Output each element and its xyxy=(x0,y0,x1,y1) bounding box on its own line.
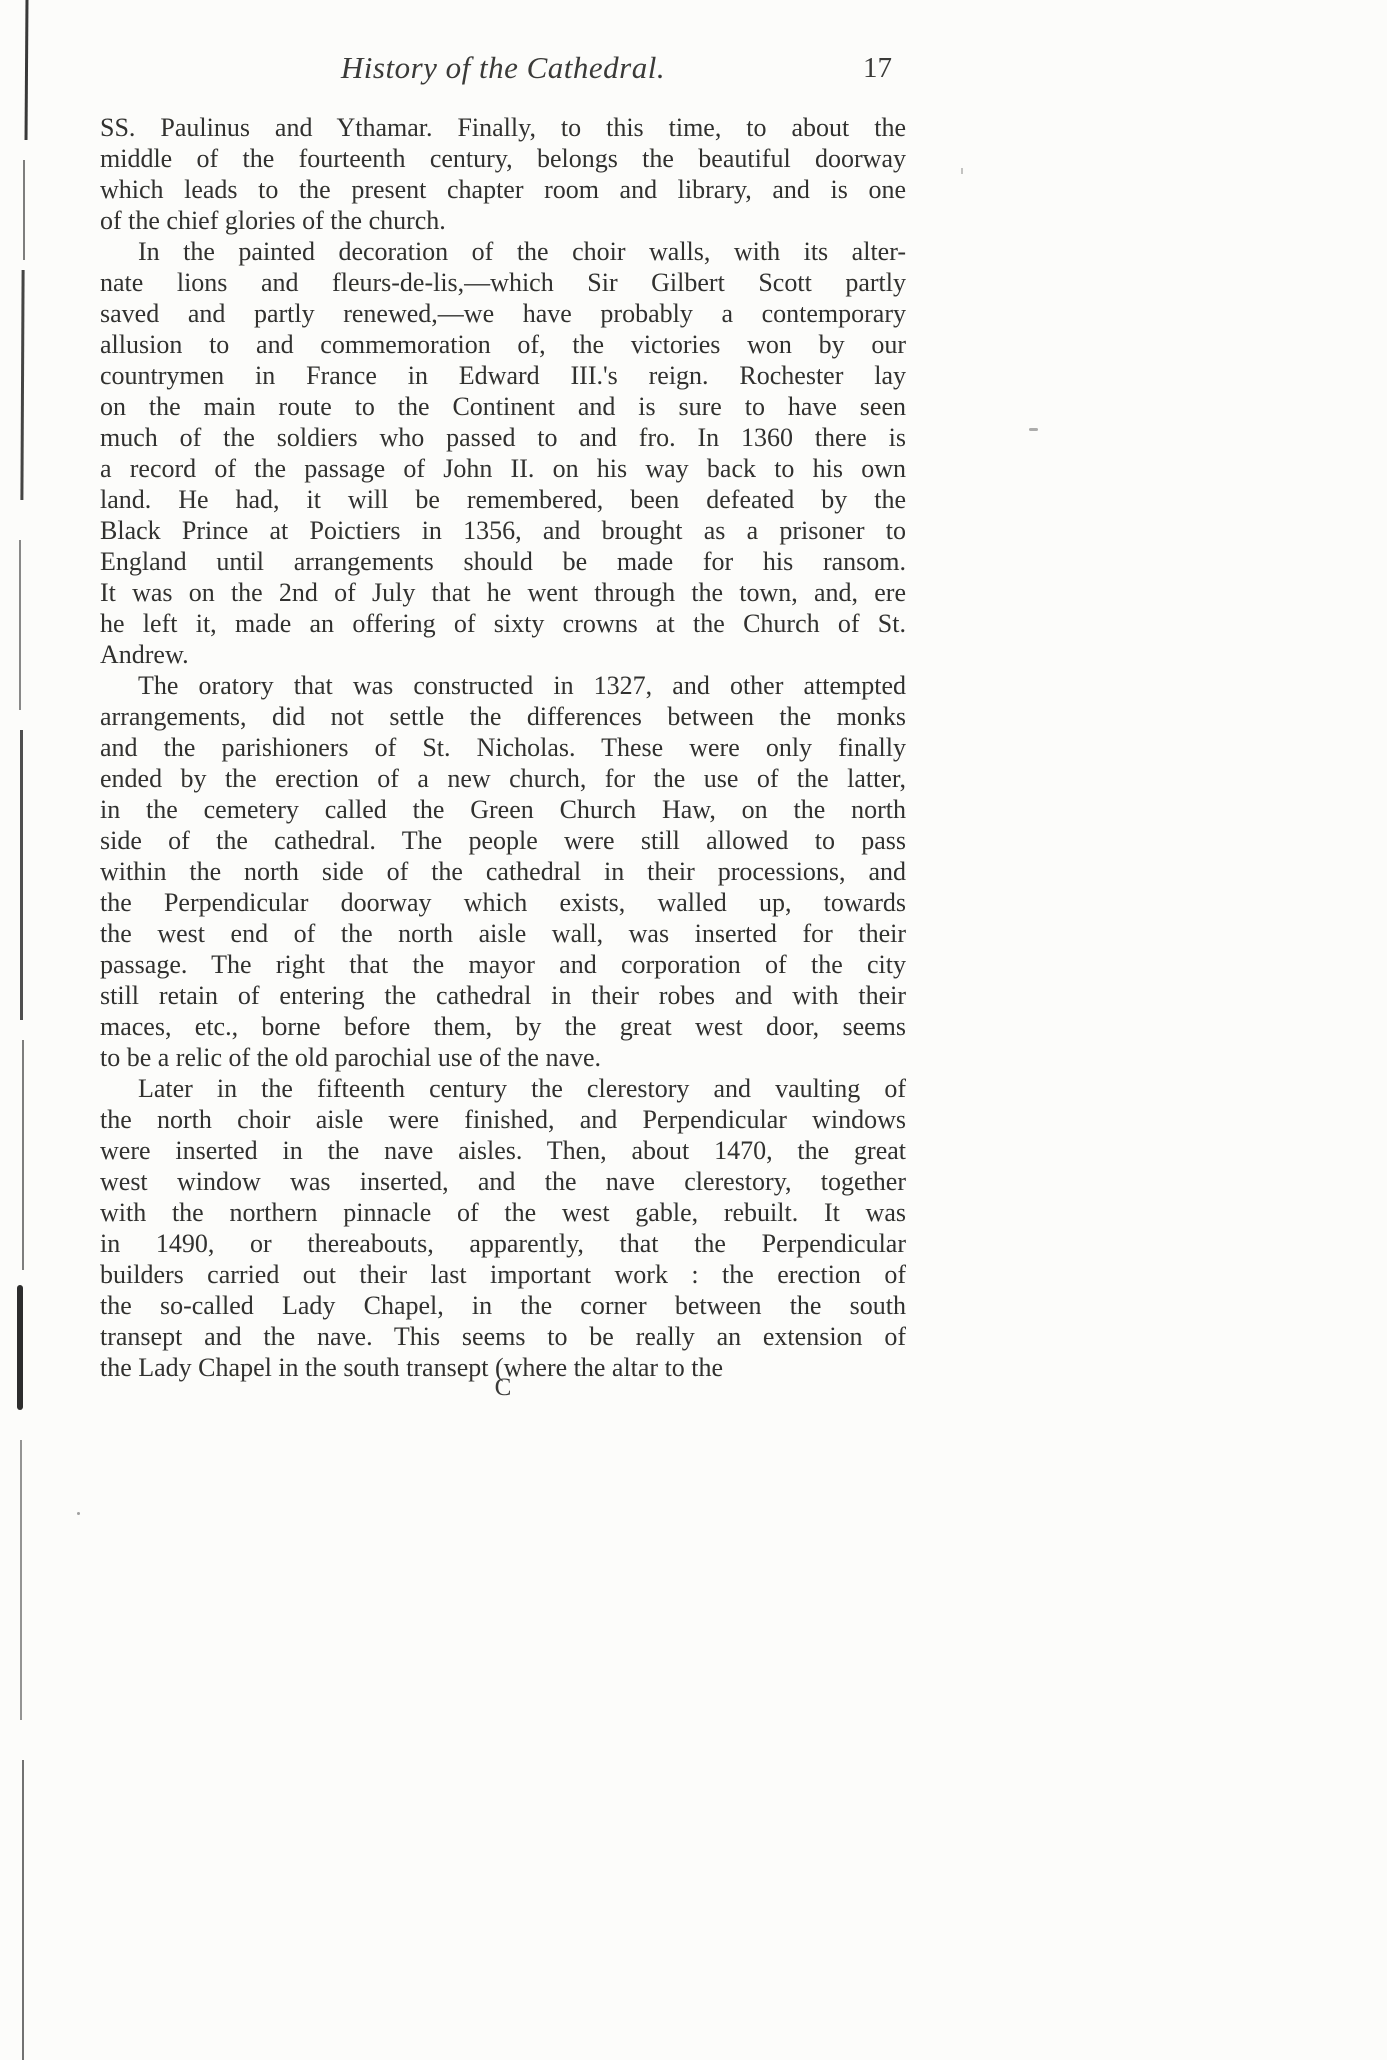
text-line: ended by the erection of a new church, for the use of the latter, xyxy=(100,764,906,793)
scan-artifact xyxy=(22,1040,24,1270)
text-line: maces, etc., borne before them, by the great west door, seems xyxy=(100,1012,906,1041)
text-line: a record of the passage of John II. on his way back to his own xyxy=(100,454,906,483)
text-line: in 1490, or thereabouts, apparently, that the Perpendicular xyxy=(100,1229,906,1258)
text-line: passage. The right that the mayor and corporation of the city xyxy=(100,950,906,979)
text-line: the so-called Lady Chapel, in the corner between the south xyxy=(100,1291,906,1320)
scan-artifact xyxy=(19,540,21,710)
text-line: he left it, made an offering of sixty crowns at the Church of St. xyxy=(100,609,906,638)
text-line: land. He had, it will be remembered, been defeated by the xyxy=(100,485,906,514)
text-line: the Perpendicular doorway which exists, walled up, towards xyxy=(100,888,906,917)
text-line: builders carried out their last important work : the erection of xyxy=(100,1260,906,1289)
scan-artifact xyxy=(20,1440,22,1720)
text-line: the west end of the north aisle wall, was inserted for their xyxy=(100,919,906,948)
text-line: with the northern pinnacle of the west gable, rebuilt. It was xyxy=(100,1198,906,1227)
paragraph xyxy=(100,670,906,1073)
page-body xyxy=(100,112,906,1383)
scan-artifact xyxy=(1029,428,1038,431)
scan-artifact xyxy=(23,160,25,260)
text-line: allusion to and commemoration of, the victories won by our xyxy=(100,330,906,359)
paragraph xyxy=(100,112,906,236)
scan-artifact xyxy=(25,0,29,140)
text-line: The oratory that was constructed in 1327, and other attempted xyxy=(138,671,906,700)
running-title: History of the Cathedral. xyxy=(340,50,666,85)
text-line: Black Prince at Poictiers in 1356, and brought as a prisoner to xyxy=(100,516,906,545)
text-line: and the parishioners of St. Nicholas. These were only finally xyxy=(100,733,906,762)
page-header xyxy=(100,50,906,94)
text-line: In the painted decoration of the choir walls, with its alter- xyxy=(138,237,906,266)
signature-mark: C xyxy=(494,1374,512,1401)
scan-artifact xyxy=(77,1512,80,1515)
text-line: SS. Paulinus and Ythamar. Finally, to this time, to about the xyxy=(100,113,906,142)
text-line: within the north side of the cathedral in their processions, and xyxy=(100,857,906,886)
text-line: to be a relic of the old parochial use of the nave. xyxy=(100,1043,602,1072)
text-line: arrangements, did not settle the differences between the monks xyxy=(100,702,906,731)
text-line: transept and the nave. This seems to be really an extension of xyxy=(100,1322,906,1351)
scan-artifact xyxy=(22,1760,24,2060)
text-line: side of the cathedral. The people were still allowed to pass xyxy=(100,826,906,855)
scan-artifact xyxy=(961,168,963,174)
text-line: saved and partly renewed,—we have probably a contemporary xyxy=(100,299,906,328)
text-line: still retain of entering the cathedral in their robes and with their xyxy=(100,981,906,1010)
text-line: England until arrangements should be made for his ransom. xyxy=(100,547,906,576)
text-line: Later in the fifteenth century the clerestory and vaulting of xyxy=(138,1074,906,1103)
text-line: countrymen in France in Edward III.'s reign. Rochester lay xyxy=(100,361,906,390)
paragraph xyxy=(100,236,906,670)
text-line: the north choir aisle were finished, and Perpendicular windows xyxy=(100,1105,906,1134)
text-line: much of the soldiers who passed to and fro. In 1360 there is xyxy=(100,423,906,452)
scan-artifact xyxy=(20,730,23,1020)
text-line: on the main route to the Continent and is sure to have seen xyxy=(100,392,906,421)
text-line: nate lions and fleurs-de-lis,—which Sir Gilbert Scott partly xyxy=(100,268,906,297)
text-line: Andrew. xyxy=(100,640,189,669)
text-line: were inserted in the nave aisles. Then, about 1470, the great xyxy=(100,1136,906,1165)
text-line: which leads to the present chapter room and library, and is one xyxy=(100,175,906,204)
scan-artifact xyxy=(17,1285,23,1410)
text-line: west window was inserted, and the nave clerestory, together xyxy=(100,1167,906,1196)
text-line: in the cemetery called the Green Church Haw, on the north xyxy=(100,795,906,824)
text-line: of the chief glories of the church. xyxy=(100,206,446,235)
page-number: 17 xyxy=(863,52,892,84)
scan-artifact xyxy=(20,270,24,500)
text-line: middle of the fourteenth century, belongs the beautiful doorway xyxy=(100,144,906,173)
paragraph xyxy=(100,1073,906,1383)
text-line: the Lady Chapel in the south transept (where the altar to the xyxy=(100,1353,724,1382)
text-line: It was on the 2nd of July that he went through the town, and, ere xyxy=(100,578,906,607)
